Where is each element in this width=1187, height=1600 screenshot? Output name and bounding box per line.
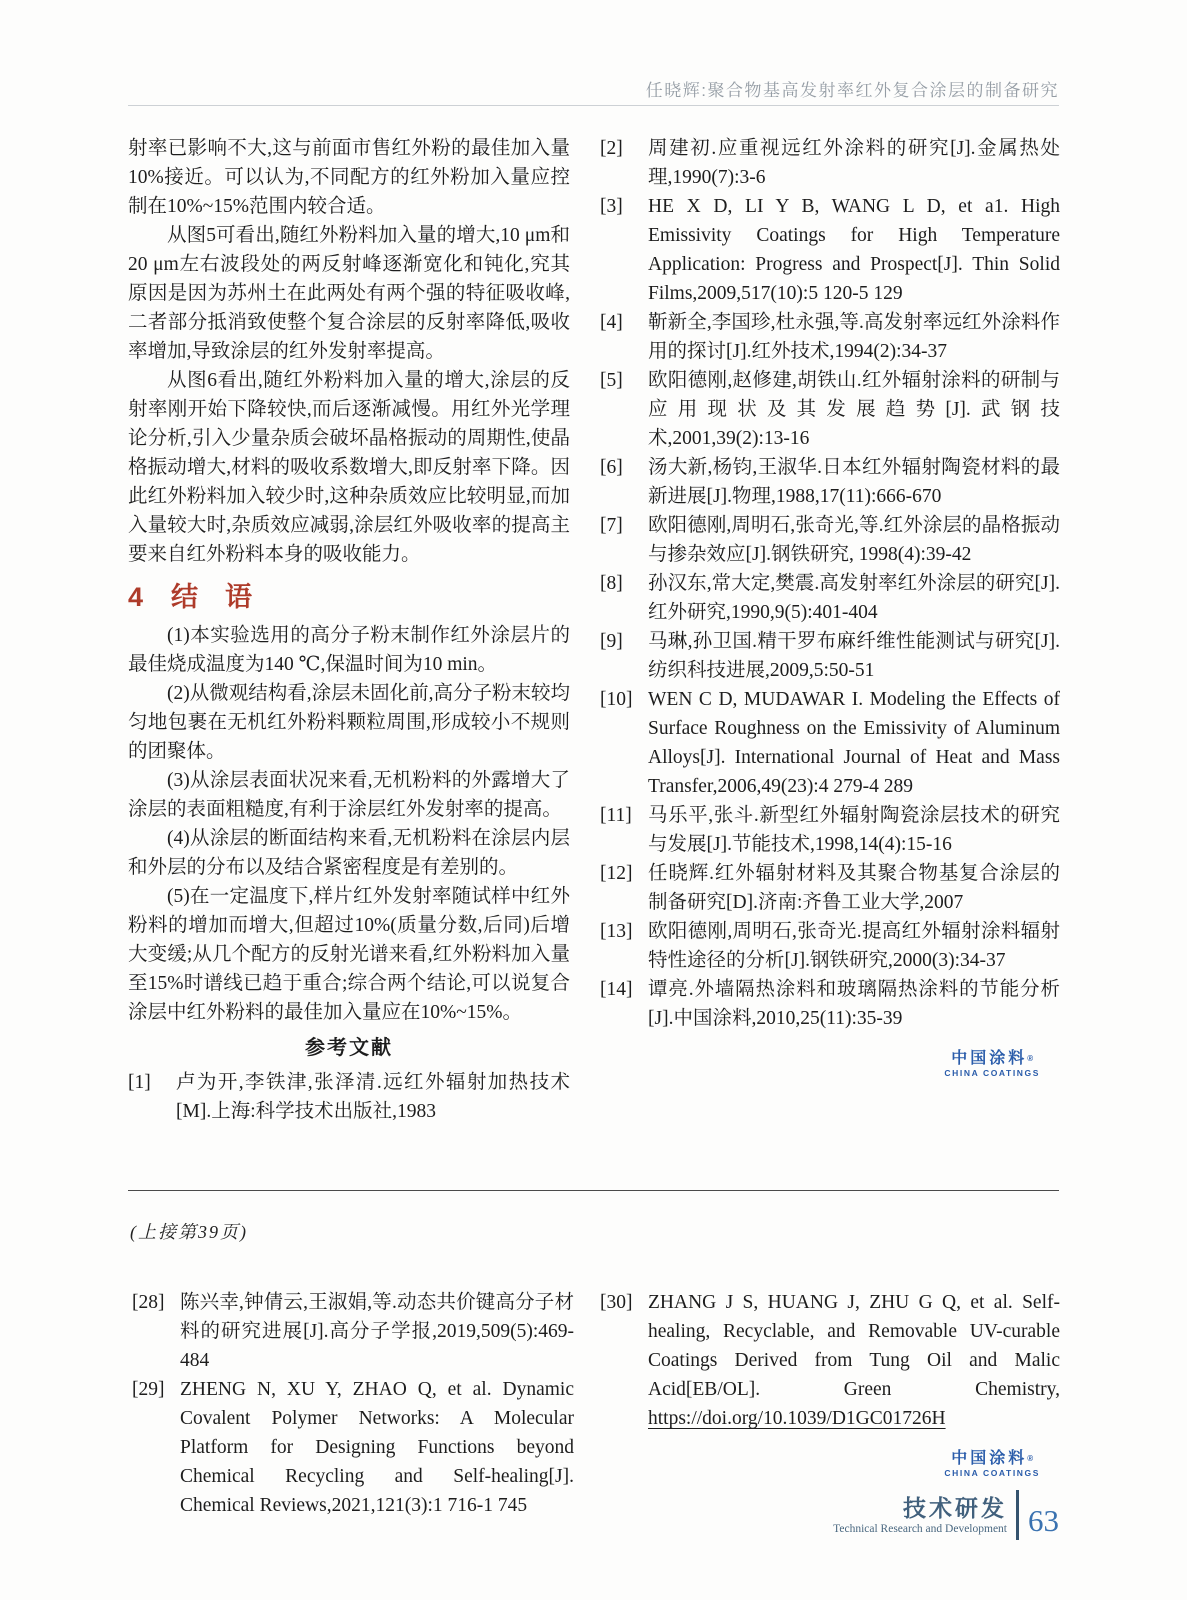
continuation-note: (上接第39页) <box>130 1222 248 1242</box>
reference-number: [6] <box>600 457 623 478</box>
reference-text: 孙汉东,常大定,樊震.高发射率红外涂层的研究[J].红外研究,1990,9(5):401-404 <box>648 573 1060 623</box>
china-coatings-logo <box>600 1051 1060 1082</box>
page-number: 63 <box>1028 1503 1059 1538</box>
reference-number: [1] <box>128 1072 151 1093</box>
registered-mark-icon: ® <box>1027 1054 1034 1063</box>
conclusion-item: (2)从微观结构看,涂层未固化前,高分子粉末较均匀地包裹在无机红外粉料颗粒周围,形成较小不规则的团聚体。 <box>128 683 570 762</box>
reference-text <box>648 1288 1060 1433</box>
reference-text: WEN C D, MUDAWAR I. Modeling the Effects of Surface Roughness on the Emissivity of Aluminum Alloys[J]. International Journal of Heat and Mass Transfer,2006,49(23):4 279-4 289 <box>648 689 1060 797</box>
header-rule <box>128 105 1059 106</box>
reference-item <box>600 569 1060 627</box>
reference-text: 周建初.应重视远红外涂料的研究[J].金属热处理,1990(7):3-6 <box>648 138 1060 188</box>
reference-number: [5] <box>600 370 623 391</box>
reference-text: 卢为开,李铁津,张泽清.远红外辐射加热技术[M].上海:科学技术出版社,1983 <box>176 1072 570 1122</box>
reference-text: 陈兴幸,钟倩云,王淑娟,等.动态共价键高分子材料的研究进展[J].高分子学报,2019,509(5):469-484 <box>180 1292 574 1371</box>
running-head-title: 任晓辉:聚合物基高发射率红外复合涂层的制备研究 <box>645 81 1059 100</box>
conclusion-item: (5)在一定温度下,样片红外发射率随试样中红外粉料的增加而增大,但超过10%(质量分数,后同)后增大变缓;从几个配方的反射光谱来看,红外粉料加入量至15%时谱线已趋于重合;综合两个结论,可以说复合涂层中红外粉料的最佳加入量应在10%~15%。 <box>128 886 570 1023</box>
reference-text: 汤大新,杨钧,王淑华.日本红外辐射陶瓷材料的最新进展[J].物理,1988,17(11):666-670 <box>648 457 1060 507</box>
footer-section-labels <box>833 1496 1007 1535</box>
reference-item <box>600 685 1060 801</box>
china-coatings-logo <box>600 1451 1060 1482</box>
reference-text: 马乐平,张斗.新型红外辐射陶瓷涂层技术的研究与发展[J].节能技术,1998,14(4):15-16 <box>648 805 1060 855</box>
reference-item <box>600 366 1060 453</box>
reference-text: 谭亮.外墙隔热涂料和玻璃隔热涂料的节能分析[J].中国涂料,2010,25(11):35-39 <box>648 979 1060 1029</box>
reference-number: [9] <box>600 631 623 652</box>
reference-number: [12] <box>600 863 633 884</box>
reference-text: 欧阳德刚,周明石,张奇光.提高红外辐射涂料辐射特性途径的分析[J].钢铁研究,2000(3):34-37 <box>648 921 1060 971</box>
reference-text: 靳新全,李国珍,杜永强,等.高发射率远红外涂料作用的探讨[J].红外技术,1994(2):34-37 <box>648 312 1060 362</box>
reference-text: 欧阳德刚,周明石,张奇光,等.红外涂层的晶格振动与掺杂效应[J].钢铁研究, 1998(4):39-42 <box>648 515 1060 565</box>
reference-number: [10] <box>600 689 633 710</box>
logo-zh-label: 中国涂料 <box>951 1450 1028 1467</box>
reference-number: [3] <box>600 196 623 217</box>
right-column <box>600 134 1060 1082</box>
footer-section-zh: 技术研发 <box>903 1494 1007 1521</box>
paragraph: 射率已影响不大,这与前面市售红外粉的最佳加入量10%接近。可以认为,不同配方的红外粉加入量应控制在10%~15%范围内较合适。 <box>128 138 570 217</box>
section-title: 结 语 <box>171 582 253 612</box>
reference-number: [28] <box>132 1292 165 1313</box>
page-footer <box>833 1490 1059 1540</box>
reference-item <box>600 134 1060 192</box>
section-divider-rule <box>128 1190 1059 1191</box>
reference-number: [13] <box>600 921 633 942</box>
conclusion-item: (1)本实验选用的高分子粉末制作红外涂层片的最佳烧成温度为140 ℃,保温时间为10 min。 <box>128 625 570 675</box>
reference-number: [2] <box>600 138 623 159</box>
reference-text: 任晓辉.红外辐射材料及其聚合物基复合涂层的制备研究[D].济南:齐鲁工业大学,2007 <box>648 863 1060 913</box>
reference-number: [4] <box>600 312 623 333</box>
logo-en-text: CHINA COATINGS <box>944 1068 1040 1078</box>
footer-divider-bar <box>1016 1490 1019 1540</box>
reference-number: [29] <box>132 1379 165 1400</box>
logo-en-text: CHINA COATINGS <box>944 1468 1040 1478</box>
reference-item <box>132 1375 574 1520</box>
reference-number: [14] <box>600 979 633 1000</box>
reference-item <box>600 627 1060 685</box>
reference-item <box>600 453 1060 511</box>
reference-text: 马琳,孙卫国.精干罗布麻纤维性能测试与研究[J].纺织科技进展,2009,5:50-51 <box>648 631 1060 681</box>
registered-mark-icon: ® <box>1027 1454 1034 1463</box>
references-heading: 参考文献 <box>305 1037 393 1059</box>
left-column <box>128 134 570 1126</box>
footer-section-en: Technical Research and Development <box>833 1522 1007 1535</box>
reference-item <box>128 1068 570 1126</box>
reference-item <box>600 801 1060 859</box>
reference-item <box>600 511 1060 569</box>
logo-zh-text <box>944 1051 1040 1067</box>
reference-number: [7] <box>600 515 623 536</box>
reference-number: [30] <box>600 1292 633 1313</box>
reference-item <box>600 192 1060 308</box>
reference-item <box>600 859 1060 917</box>
section-number: 4 <box>128 582 144 612</box>
reference-text: 欧阳德刚,赵修建,胡铁山.红外辐射涂料的研制与应用现状及其发展趋势[J].武钢技术,2001,39(2):13-16 <box>648 370 1060 449</box>
reference-text: ZHENG N, XU Y, ZHAO Q, et al. Dynamic Covalent Polymer Networks: A Molecular Platform for Designing Functions beyond Chemical Recycling and Self-healing[J]. Chemical Reviews,2021,121(3):1 716-1 745 <box>180 1379 574 1516</box>
reference-number: [8] <box>600 573 623 594</box>
continuation-right-column <box>600 1288 1060 1482</box>
reference-text-part: ZHANG J S, HUANG J, ZHU G Q, et al. Self-healing, Recyclable, and Removable UV-curable Coatings Derived from Tung Oil and Malic Acid[EB/OL]. Green Chemistry, <box>648 1292 1060 1400</box>
reference-item <box>600 975 1060 1033</box>
reference-item <box>600 1288 1060 1433</box>
conclusion-item: (3)从涂层表面状况来看,无机粉料的外露增大了涂层的表面粗糙度,有利于涂层红外发射率的提高。 <box>128 770 570 820</box>
logo-zh-text <box>944 1451 1040 1467</box>
conclusion-item: (4)从涂层的断面结构来看,无机粉料在涂层内层和外层的分布以及结合紧密程度是有差别的。 <box>128 828 570 878</box>
reference-number: [11] <box>600 805 632 826</box>
continuation-left-column <box>132 1288 574 1520</box>
paragraph: 从图5可看出,随红外粉料加入量的增大,10 μm和20 μm左右波段处的两反射峰逐渐宽化和钝化,究其原因是因为苏州土在此两处有两个强的特征吸收峰,二者部分抵消致使整个复合涂层的反射率降低,吸收率增加,导致涂层的红外发射率提高。 <box>128 225 570 362</box>
reference-item <box>600 917 1060 975</box>
reference-item <box>600 308 1060 366</box>
logo-zh-label: 中国涂料 <box>951 1050 1028 1067</box>
doi-link[interactable]: https://doi.org/10.1039/D1GC01726H <box>648 1408 946 1429</box>
reference-text: HE X D, LI Y B, WANG L D, et a1. High Emissivity Coatings for High Temperature Application: Progress and Prospect[J]. Thin Solid Films,2009,517(10):5 120-5 129 <box>648 196 1060 304</box>
reference-item <box>132 1288 574 1375</box>
section-heading <box>128 583 570 612</box>
paragraph: 从图6看出,随红外粉料加入量的增大,涂层的反射率刚开始下降较快,而后逐渐减慢。用红外光学理论分析,引入少量杂质会破坏晶格振动的周期性,使晶格振动增大,材料的吸收系数增大,即反射率下降。因此红外粉料加入较少时,这种杂质效应比较明显,而加入量较大时,杂质效应减弱,涂层红外吸收率的提高主要来自红外粉料本身的吸收能力。 <box>128 370 570 565</box>
